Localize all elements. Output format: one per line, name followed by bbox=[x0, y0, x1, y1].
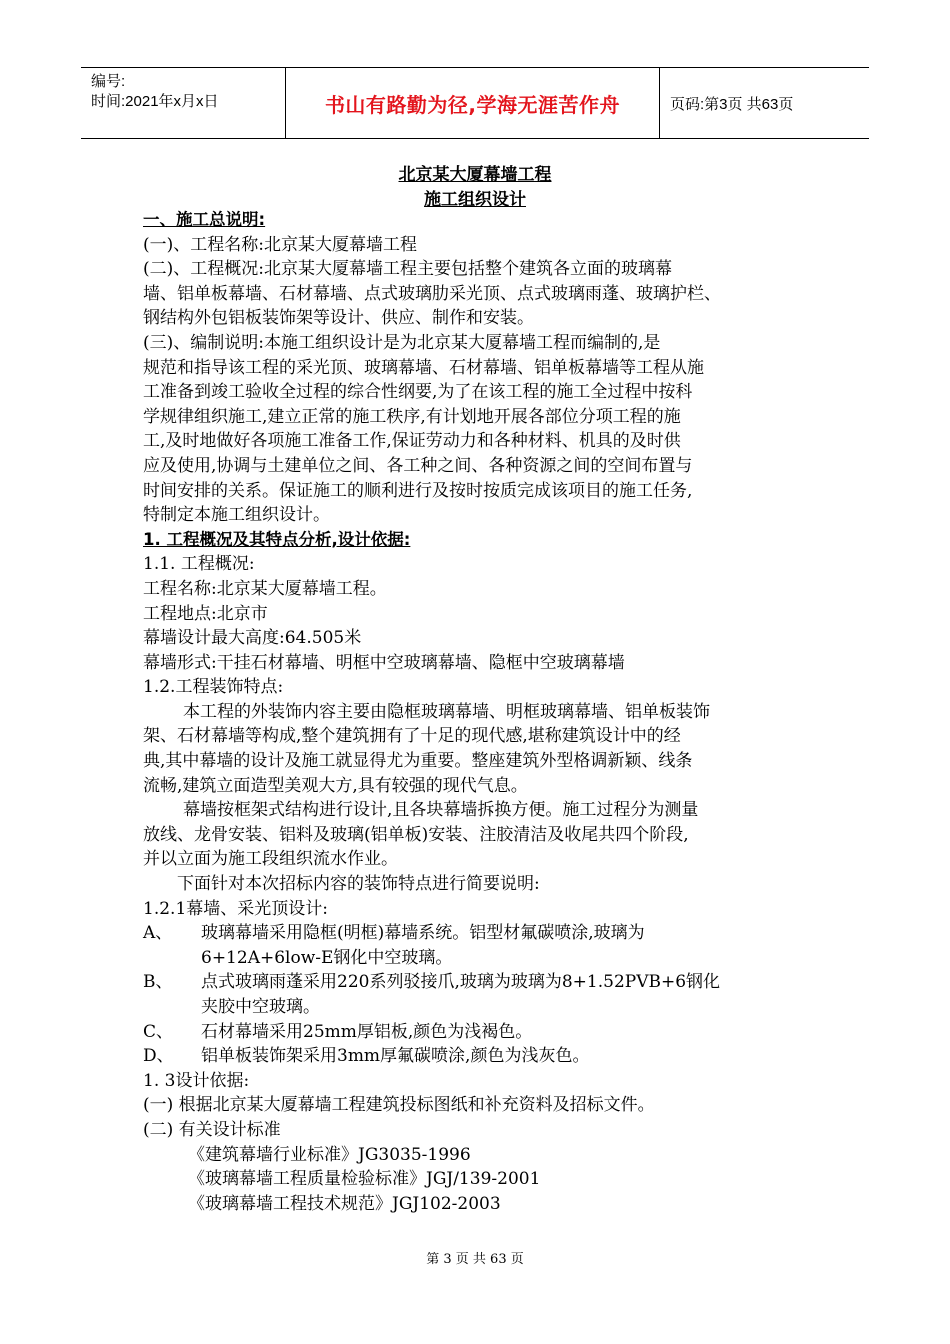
overview-detail-line: 幕墙设计最大高度:64.505米 bbox=[143, 628, 362, 649]
feature-para1-line: 流畅,建筑立面造型美观大方,具有较强的现代气息。 bbox=[143, 775, 528, 796]
paragraph-project-name: (一)、工程名称:北京某大厦幕墙工程 bbox=[143, 234, 417, 255]
header-motto: 书山有路勤为径,学海无涯苦作舟 bbox=[286, 68, 660, 138]
overview-detail-line: 工程地点:北京市 bbox=[143, 603, 268, 624]
feature-para3: 下面针对本次招标内容的装饰特点进行简要说明: bbox=[177, 874, 540, 895]
subsection-heading: 1.1. 工程概况: bbox=[143, 554, 255, 575]
feature-para2-line: 并以立面为施工段组织流水作业。 bbox=[143, 849, 398, 870]
overview-detail-line: 幕墙形式:干挂石材幕墙、明框中空玻璃幕墙、隐框中空玻璃幕墙 bbox=[143, 652, 625, 673]
page-footer: 第 3 页 共 63 页 bbox=[426, 1252, 524, 1267]
doc-title-line1: 北京某大厦幕墙工程 bbox=[398, 165, 552, 185]
standard-line: 《玻璃幕墙工程技术规范》JGJ102-2003 bbox=[188, 1193, 501, 1214]
compile-line: 学规律组织施工,建立正常的施工秩序,有计划地开展各部位分项工程的施 bbox=[143, 406, 681, 427]
header-page-info: 页码:第3页 共63页 bbox=[670, 95, 794, 113]
item-line: 玻璃幕墙采用隐框(明框)幕墙系统。铝型材氟碳喷涂,玻璃为 bbox=[201, 923, 645, 944]
overview-detail-line: 工程名称:北京某大厦幕墙工程。 bbox=[143, 578, 387, 599]
feature-para1-line: 架、石材幕墙等构成,整个建筑拥有了十足的现代感,堪称建筑设计中的经 bbox=[143, 726, 681, 747]
subsection-heading: 1. 3设计依据: bbox=[143, 1070, 250, 1091]
header-meta bbox=[81, 68, 286, 138]
item-line: 铝单板装饰架采用3mm厚氟碳喷涂,颜色为浅灰色。 bbox=[201, 1046, 590, 1067]
compile-line: 工,及时地做好各项施工准备工作,保证劳动力和各种材料、机具的及时供 bbox=[143, 431, 681, 452]
compile-line: 特制定本施工组织设计。 bbox=[143, 505, 330, 526]
design-item-a bbox=[143, 921, 823, 970]
item-line: 石材幕墙采用25mm厚铝板,颜色为浅褐色。 bbox=[201, 1021, 533, 1042]
item-line: 点式玻璃雨蓬采用220系列驳接爪,玻璃为玻璃为8+1.52PVB+6钢化 bbox=[201, 972, 721, 993]
feature-para2-line: 幕墙按框架式结构进行设计,且各块幕墙拆换方便。施工过程分为测量 bbox=[183, 800, 699, 821]
compile-line: 工准备到竣工验收全过程的综合性纲要,为了在该工程的施工全过程中按科 bbox=[143, 382, 693, 403]
overview-line: 钢结构外包铝板装饰架等设计、供应、制作和安装。 bbox=[143, 308, 534, 329]
item-line: 6+12A+6low-E钢化中空玻璃。 bbox=[201, 947, 453, 968]
doc-time-label: 时间:2021年x月x日 bbox=[91, 93, 219, 110]
compile-line: 时间安排的关系。保证施工的顺利进行及按时按质完成该项目的施工任务, bbox=[143, 480, 693, 501]
section-heading-2: 1. 工程概况及其特点分析,设计依据: bbox=[143, 529, 411, 549]
page-header bbox=[81, 67, 869, 139]
section-heading-1: 一、施工总说明: bbox=[143, 210, 266, 229]
feature-para1-line: 典,其中幕墙的设计及施工就显得尤为重要。整座建筑外型格调新颖、线条 bbox=[143, 751, 693, 772]
overview-line: (二)、工程概况:北京某大厦幕墙工程主要包括整个建筑各立面的玻璃幕 bbox=[143, 259, 672, 280]
feature-para1-line: 本工程的外装饰内容主要由隐框玻璃幕墙、明框玻璃幕墙、铝单板装饰 bbox=[183, 701, 710, 722]
item-key: B、 bbox=[143, 972, 173, 993]
feature-para2-line: 放线、龙骨安装、铝料及玻璃(铝单板)安装、注胶清洁及收尾共四个阶段, bbox=[143, 824, 689, 845]
doc-number-label: 编号: bbox=[91, 73, 126, 90]
standard-line: 《玻璃幕墙工程质量检验标准》JGJ/139-2001 bbox=[188, 1169, 541, 1190]
design-item-b bbox=[143, 970, 823, 1019]
item-key: A、 bbox=[143, 923, 173, 944]
compile-line: 规范和指导该工程的采光顶、玻璃幕墙、石材幕墙、铝单板幕墙等工程从施 bbox=[143, 357, 704, 378]
overview-line: 墙、铝单板幕墙、石材幕墙、点式玻璃肋采光顶、点式玻璃雨蓬、玻璃护栏、 bbox=[143, 283, 721, 304]
design-item-c bbox=[143, 1020, 823, 1045]
document-body bbox=[143, 208, 823, 1216]
compile-line: (三)、编制说明:本施工组织设计是为北京某大厦幕墙工程而编制的,是 bbox=[143, 332, 661, 353]
basis-line: (二) 有关设计标准 bbox=[143, 1119, 281, 1140]
item-key: D、 bbox=[143, 1046, 174, 1067]
subsection-heading: 1.2.1幕墙、采光顶设计: bbox=[143, 898, 328, 919]
subsection-heading: 1.2.工程装饰特点: bbox=[143, 677, 284, 698]
basis-line: (一) 根据北京某大厦幕墙工程建筑投标图纸和补充资料及招标文件。 bbox=[143, 1095, 655, 1116]
doc-title-line2: 施工组织设计 bbox=[424, 190, 526, 210]
compile-line: 应及使用,协调与土建单位之间、各工种之间、各种资源之间的空间布置与 bbox=[143, 455, 693, 476]
item-key: C、 bbox=[143, 1021, 174, 1042]
item-line: 夹胶中空玻璃。 bbox=[201, 997, 320, 1017]
standard-line: 《建筑幕墙行业标准》JG3035-1996 bbox=[188, 1144, 471, 1165]
design-item-d bbox=[143, 1044, 823, 1069]
